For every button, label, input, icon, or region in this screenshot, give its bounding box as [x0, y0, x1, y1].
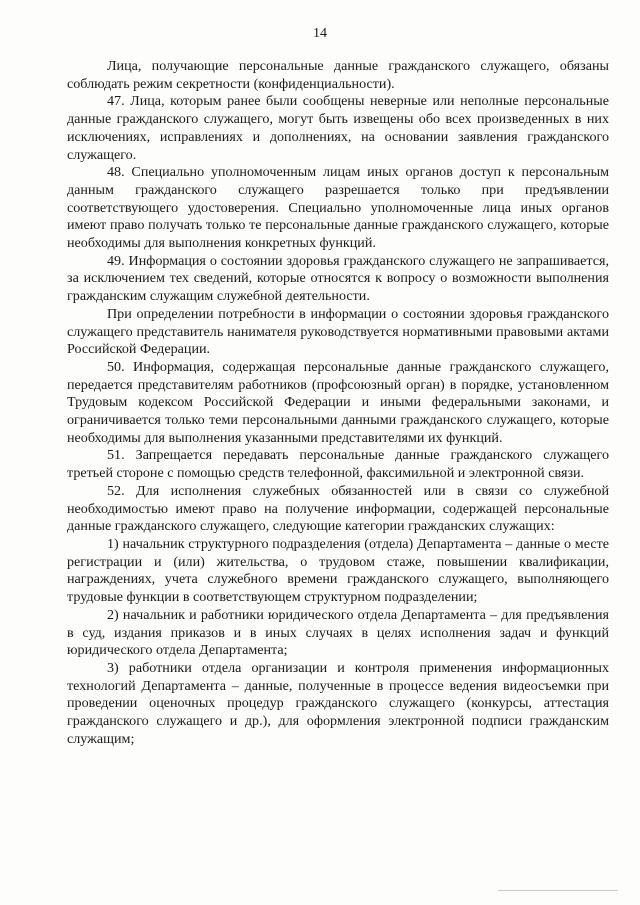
page-number: 14 — [313, 26, 327, 41]
document-body — [67, 58, 609, 748]
list-item-1: 1) начальник структурного подразделения (отдела) Департамента – данные о месте регистрации и (или) жительства, о трудовом стаже, повышении квалификации, награждениях, учета служебного времени гражданского служащего, выполняющего трудовые функции в соответствующем структурном подразделении; — [67, 535, 609, 606]
paragraph-47: 47. Лица, которым ранее были сообщены неверные или неполные персональные данные гражданского служащего, могут быть извещены обо всех произведенных в них исключениях, исправлениях и дополнениях, на основании заявления гражданского служащего. — [67, 93, 609, 163]
paragraph-50: 50. Информация, содержащая персональные данные гражданского служащего, передается представителям работников (профсоюзный орган) в порядке, установленном Трудовым кодексом Российской Федерации и иными федеральными законами, и ограничивается только теми персональными данными гражданского служащего, которые необходимы для выполнения указанными представителями их функций. — [67, 358, 609, 446]
paragraph-49-health-info: При определении потребности в информации о состоянии здоровья гражданского служащего представитель нанимателя руководствуется нормативными правовыми актами Российской Федерации. — [67, 305, 609, 358]
list-item-3: 3) работники отдела организации и контроля применения информационных технологий Департамента – данные, полученные в процессе ведения видеосъемки при проведении оценочных процедур гражданского служащего (конкурсы, аттестация гражданского служащего и др.), для оформления электронной подписи гражданским служащим; — [67, 659, 609, 747]
scan-edge-mark — [498, 890, 618, 891]
paragraph-52: 52. Для исполнения служебных обязанностей или в связи со служебной необходимостью имеют право на получение информации, содержащей персональные данные гражданского служащего, следующие категории гражданских служащих: — [67, 482, 609, 535]
paragraph-51: 51. Запрещается передавать персональные данные гражданского служащего третьей стороне с помощью средств телефонной, факсимильной и электронной связи. — [67, 447, 609, 482]
list-item-2: 2) начальник и работники юридического отдела Департамента – для предъявления в суд, издания приказов и в иных случаях в целях исполнения задач и функций юридического отдела Департамента; — [67, 606, 609, 659]
paragraph-48: 48. Специально уполномоченным лицам иных органов доступ к персональным данным гражданского служащего разрешается только при предъявлении соответствующего удостоверения. Специально уполномоченные лица иных органов имеют право получать только те персональные данные гражданского служащего, которые необходимы для выполнения конкретных функций. — [67, 164, 609, 252]
paragraph-continuation: Лица, получающие персональные данные гражданского служащего, обязаны соблюдать режим секретности (конфиденциальности). — [67, 58, 609, 92]
paragraph-49: 49. Информация о состоянии здоровья гражданского служащего не запрашивается, за исключением тех сведений, которые относятся к вопросу о возможности выполнения гражданским служащим служебной деятельности. — [67, 252, 609, 305]
